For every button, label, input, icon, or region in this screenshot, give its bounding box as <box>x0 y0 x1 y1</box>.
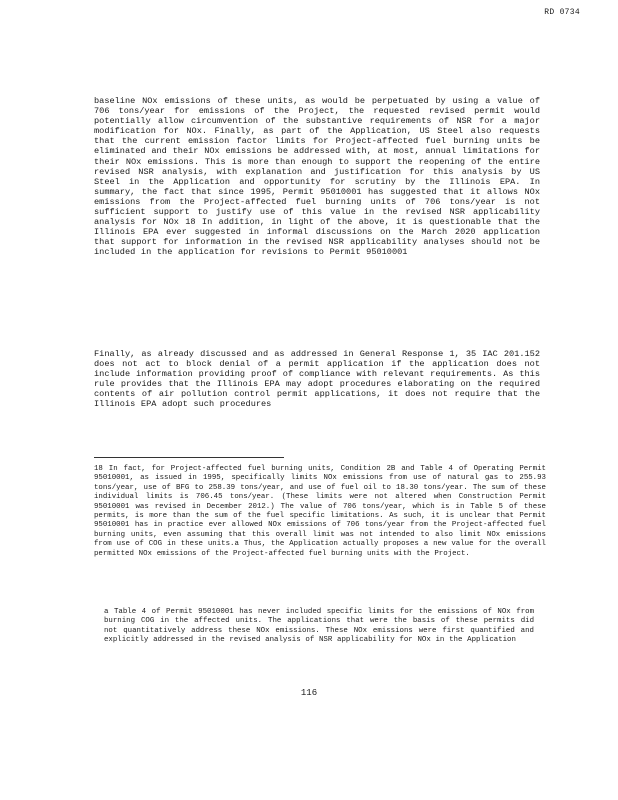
page-number: 116 <box>300 688 318 698</box>
footnote-18: 18 In fact, for Project-affected fuel burning units, Condition 2B and Table 4 of Operating Permit 95010001, as issued in 1995, specifically limits NOx emissions from use of natural gas to 255.93 tons/year, use of BFG to 258.39 tons/year, and use of fuel oil to 18.30 tons/year. The sum of these individual limits is 706.45 tons/year. (These limits were not altered when Construction Permit 95010001 was revised in December 2012.) The value of 706 tons/year, which is in Table 5 of these permits, is more than the sum of the fuel specific limitations. As such, it is unclear that Permit 95010001 has in practice ever allowed NOx emissions of 706 tons/year from the Project-affected fuel burning units, even assuming that this overall limit was not intended to also limit NOx emissions from use of COG in these units.a Thus, the Application actually proposes a new value for the overall permitted NOx emissions of the Project-affected fuel burning units with the Project. <box>94 465 546 558</box>
footnote-divider <box>94 457 284 458</box>
footnote-a: a Table 4 of Permit 95010001 has never included specific limits for the emissions of NOx from burning COG in the affected units. The applications that were the basis of these permits did not quantitatively address these NOx emissions. These NOx emissions were first quantified and explicitly addressed in the revised analysis of NSR applicability for NOx in the Application <box>104 608 534 645</box>
body-paragraph-1: baseline NOx emissions of these units, as would be perpetuated by using a value of 706 tons/year for emissions of the Project, the requested revised permit would potentially allow circumvention of the substantive requirements of NSR for a major modification for NOx. Finally, as part of the Application, US Steel also requests that the current emission factor limits for Project-affected fuel burning units be eliminated and their NOx emissions be addressed with, at most, annual limitations for their NOx emissions. This is more than enough to support the reopening of the entire revised NSR analysis, with explanation and justification for this analysis by US Steel in the Application and opportunity for scrutiny by the Illinois EPA. In summary, the fact that since 1995, Permit 95010001 has suggested that it allows NOx emissions from the Project-affected fuel burning units of 706 tons/year is not sufficient support to justify use of this value in the revised NSR applicability analysis for NOx 18 In addition, in light of the above, it is questionable that the Illinois EPA ever suggested in informal discussions on the March 2020 application that support for information in the revised NSR applicability analyses should not be included in the application for revisions to Permit 95010001 <box>94 96 540 258</box>
body-paragraph-2: Finally, as already discussed and as addressed in General Response 1, 35 IAC 201.152 does not act to block denial of a permit application if the application does not include information providing proof of compliance with relevant requirements. As this rule provides that the Illinois EPA may adopt procedures elaborating on the required contents of air pollution control permit applications, it does not require that the Illinois EPA adopt such procedures <box>94 349 540 410</box>
document-id: RD 0734 <box>544 8 580 17</box>
